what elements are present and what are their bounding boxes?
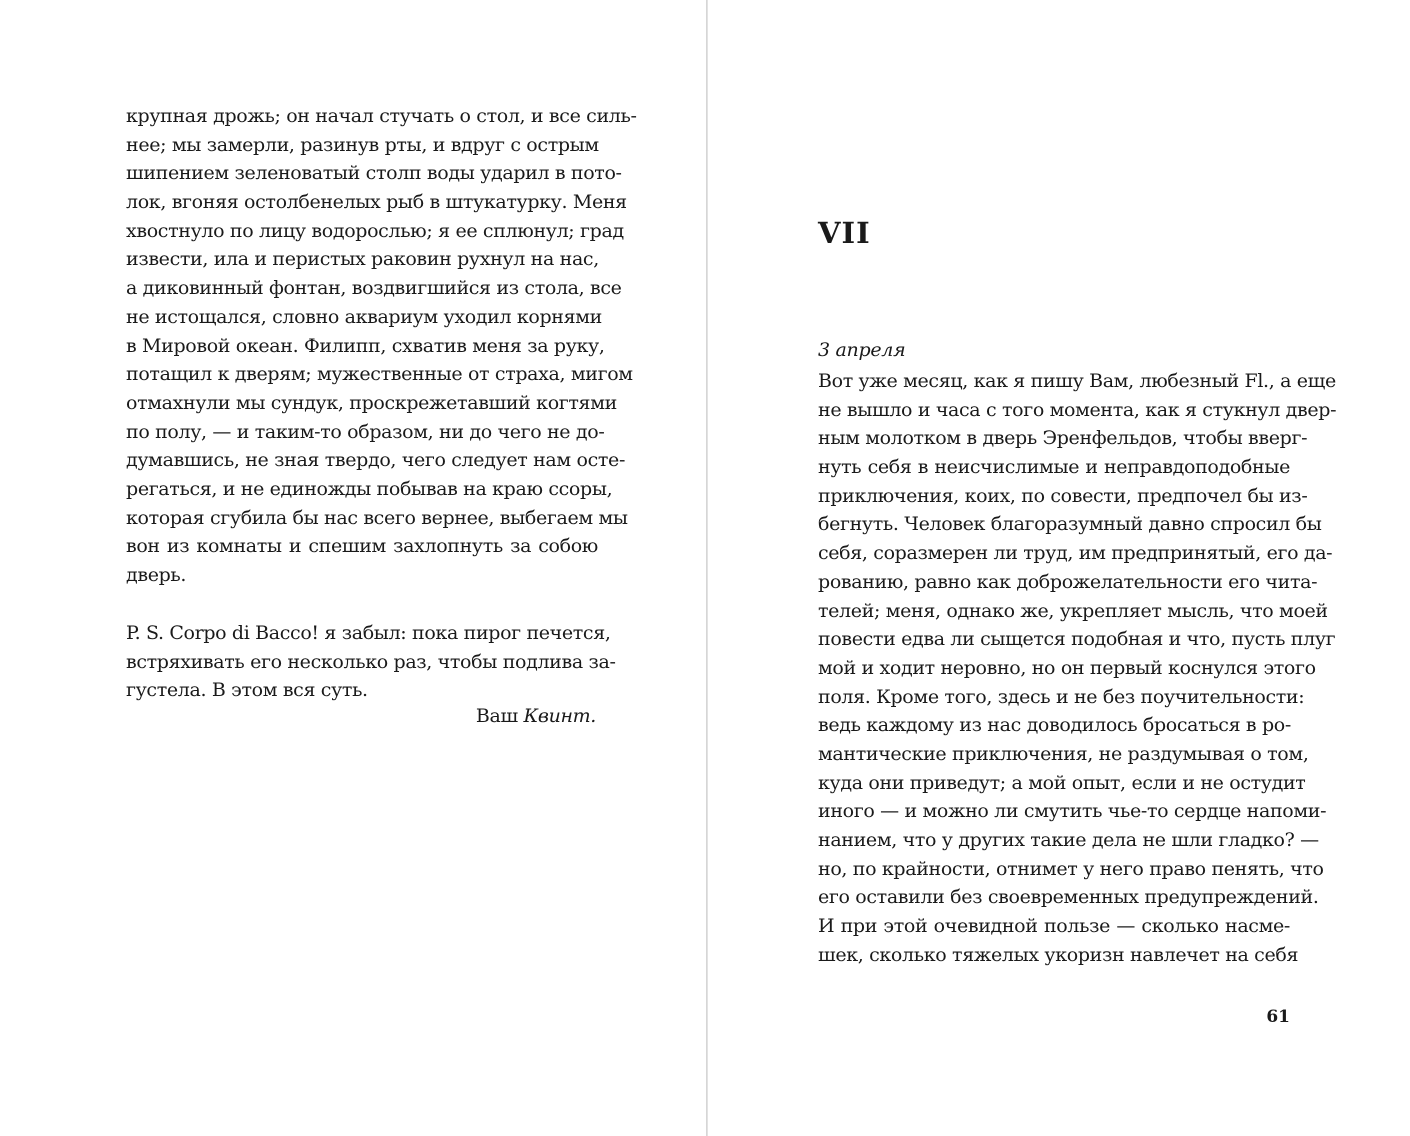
text-line: встряхивать его несколько раз, чтобы подлива за- <box>126 650 616 673</box>
text-line: себя, соразмерен ли труд, им предпринятый, его да- <box>818 542 1333 565</box>
signature-prefix: Ваш <box>475 705 518 727</box>
text-line: повести едва ли сыщется подобная и что, пусть плуг <box>818 628 1336 651</box>
text-line: регаться, и не единожды побывав на краю ссоры, <box>126 477 613 500</box>
book-gutter <box>706 0 708 1136</box>
text-line: крупная дрожь; он начал стучать о стол, и все силь- <box>126 105 637 127</box>
text-line: P. S. Corpo di Bacco! я забыл: пока пирог печется, <box>126 622 611 644</box>
page-number: 61 <box>1266 1007 1290 1027</box>
postscript <box>126 619 616 705</box>
text-line: телей; меня, однако же, укрепляет мысль, что моей <box>818 599 1328 622</box>
text-line: рованию, равно как доброжелательности его чита- <box>818 570 1318 593</box>
text-line: ным молотком в дверь Эренфельдов, чтобы вверг- <box>818 427 1308 450</box>
text-line: думавшись, не зная твердо, чего следует нам осте- <box>126 449 626 472</box>
text-line: куда они приведут; а мой опыт, если и не остудит <box>818 771 1306 794</box>
text-line: извести, ила и перистых раковин рухнул на нас, <box>126 248 599 271</box>
right-body-text <box>818 367 1337 969</box>
text-line: его оставили без своевременных предупреждений. <box>818 886 1319 909</box>
text-line: шипением зеленоватый столп воды ударил в пото- <box>126 162 622 185</box>
text-line: дверь. <box>126 564 187 586</box>
text-line: ведь каждому из нас доводилось бросаться в ро- <box>818 714 1291 737</box>
text-line: а диковинный фонтан, воздвигшийся из стола, все <box>126 277 622 300</box>
text-line: вон из комнаты и спешим захлопнуть за собою <box>126 535 598 558</box>
text-line: хвостнуло по лицу водорослью; я ее сплюнул; град <box>126 219 624 242</box>
text-line: отмахнули мы сундук, проскрежетавший когтями <box>126 391 617 414</box>
text-line: не истощался, словно аквариум уходил корнями <box>126 305 602 328</box>
text-line: мой и ходит неровно, но он первый коснулся этого <box>818 656 1316 679</box>
text-line: Вот уже месяц, как я пишу Вам, любезный Fl., а еще <box>818 370 1336 392</box>
text-line: в Мировой океан. Филипп, схватив меня за руку, <box>126 334 605 357</box>
text-line: нее; мы замерли, разинув рты, и вдруг с острым <box>126 133 599 156</box>
text-line: поля. Кроме того, здесь и не без поучительности: <box>818 685 1305 708</box>
text-line: нанием, что у других такие дела не шли гладко? — <box>818 829 1319 851</box>
chapter-number: VII <box>818 216 871 250</box>
left-body-text <box>126 102 637 590</box>
text-line: густела. В этом вся суть. <box>126 679 368 702</box>
text-line: потащил к дверям; мужественные от страха, мигом <box>126 363 633 386</box>
letter-date: 3 апреля <box>818 339 906 361</box>
signature-name: Квинт. <box>523 705 596 727</box>
text-line: нуть себя в неисчислимые и неправдоподобные <box>818 456 1290 479</box>
text-line: И при этой очевидной пользе — сколько насме- <box>818 915 1290 938</box>
text-line: которая сгубила бы нас всего вернее, выбегаем мы <box>126 506 628 529</box>
text-line: бегнуть. Человек благоразумный давно спросил бы <box>818 513 1322 536</box>
text-line: приключения, коих, по совести, предпочел бы из- <box>818 484 1308 507</box>
text-line: шек, сколько тяжелых укоризн навлечет на себя <box>818 943 1299 966</box>
text-line: иного — и можно ли смутить чье-то сердце напоми- <box>818 800 1327 823</box>
text-line: но, по крайности, отнимет у него право пенять, что <box>818 857 1324 880</box>
text-line: лок, вгоняя остолбенелых рыб в штукатурку. Меня <box>126 191 627 214</box>
text-line: по полу, — и таким-то образом, ни до чего не до- <box>126 420 605 443</box>
signature <box>126 705 596 727</box>
text-line: мантические приключения, не раздумывая о том, <box>818 742 1309 765</box>
text-line: не вышло и часа с того момента, как я стукнул двер- <box>818 398 1337 421</box>
